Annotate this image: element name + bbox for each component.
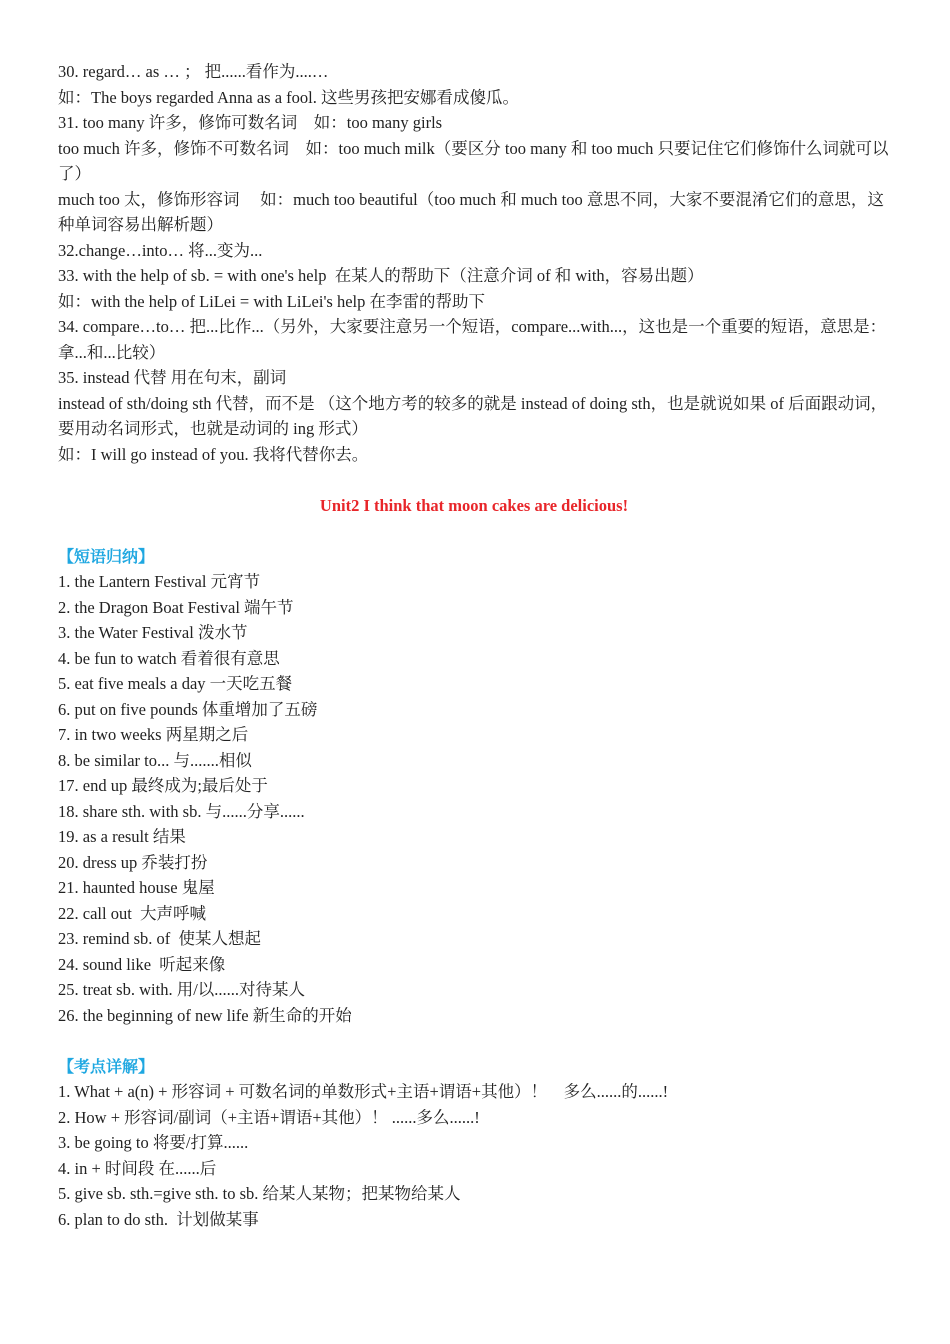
list-item: 19. as a result 结果 — [58, 827, 186, 846]
list-item: 7. in two weeks 两星期之后 — [58, 725, 249, 744]
list-item: 5. eat five meals a day 一天吃五餐 — [58, 674, 293, 693]
text-line: too much 许多，修饰不可数名词 如：too much milk（要区分 too many 和 too much 只要记住它们修饰什么词就可以了） — [58, 138, 889, 183]
text-line: 35. instead 代替 用在句末，副词 — [58, 368, 287, 387]
list-item: 3. the Water Festival 泼水节 — [58, 623, 248, 642]
intro-section — [58, 59, 890, 467]
text-line: 如：with the help of LiLei = with LiLei's help 在李雷的帮助下 — [58, 291, 486, 311]
list-item: 17. end up 最终成为;最后处于 — [58, 776, 268, 795]
list-item: 2. How + 形容词/副词（+主语+谓语+其他）！ ......多么......! — [58, 1107, 480, 1127]
list-item: 5. give sb. sth.=give sth. to sb. 给某人某物；把某物给某人 — [58, 1184, 461, 1203]
list-item: 1. the Lantern Festival 元宵节 — [58, 572, 261, 591]
list-item: 20. dress up 乔装打扮 — [58, 852, 208, 872]
text-line: 33. with the help of sb. = with one's help 在某人的帮助下（注意介词 of 和 with，容易出题） — [58, 266, 704, 285]
text-line: 如：I will go instead of you. 我将代替你去。 — [58, 444, 369, 464]
document-page — [58, 59, 890, 1232]
text-line: 30. regard… as … ； 把......看作为....… — [58, 62, 329, 81]
list-item: 25. treat sb. with. 用/以......对待某人 — [58, 980, 306, 999]
phrases-section — [58, 544, 890, 1029]
key-points-section — [58, 1054, 890, 1233]
text-line: instead of sth/doing sth 代替，而不是 （这个地方考的较多的就是 instead of doing sth，也是就说如果 of 后面跟动词，要用动名词形式，也就是动词的 ing 形式） — [58, 393, 888, 438]
text-line: 如：The boys regarded Anna as a fool. 这些男孩把安娜看成傻瓜。 — [58, 87, 520, 107]
text-line: 32.change…into… 将...变为... — [58, 240, 263, 260]
section-heading-phrases: 【短语归纳】 — [58, 546, 155, 566]
list-item: 18. share sth. with sb. 与......分享...... — [58, 801, 305, 821]
list-item: 22. call out 大声呼喊 — [58, 903, 207, 923]
list-item: 4. be fun to watch 看着很有意思 — [58, 648, 280, 668]
list-item: 2. the Dragon Boat Festival 端午节 — [58, 597, 294, 617]
list-item: 3. be going to 将要/打算...... — [58, 1133, 249, 1152]
text-line: much too 太，修饰形容词 如：much too beautiful（too much 和 much too 意思不同，大家不要混淆它们的意思，这种单词容易出解析题） — [58, 189, 884, 234]
list-item: 1. What + a(n) + 形容词 + 可数名词的单数形式+主语+谓语+其他）！ 多么......的......! — [58, 1082, 669, 1101]
list-item: 23. remind sb. of 使某人想起 — [58, 929, 262, 948]
list-item: 24. sound like 听起来像 — [58, 954, 226, 974]
list-item: 8. be similar to... 与.......相似 — [58, 750, 252, 770]
text-line: 31. too many 许多，修饰可数名词 如：too many girls — [58, 113, 443, 132]
section-heading-key-points: 【考点详解】 — [58, 1056, 155, 1076]
list-item: 26. the beginning of new life 新生命的开始 — [58, 1005, 352, 1025]
list-item: 4. in + 时间段 在......后 — [58, 1158, 217, 1178]
list-item: 6. put on five pounds 体重增加了五磅 — [58, 699, 318, 719]
text-line: 34. compare…to… 把...比作...（另外，大家要注意另一个短语，compare...with...，这也是一个重要的短语，意思是：拿...和...比较） — [58, 317, 887, 362]
list-item: 21. haunted house 鬼屋 — [58, 878, 215, 897]
unit-title: Unit2 I think that moon cakes are delicious! — [319, 495, 629, 515]
list-item: 6. plan to do sth. 计划做某事 — [58, 1209, 259, 1229]
